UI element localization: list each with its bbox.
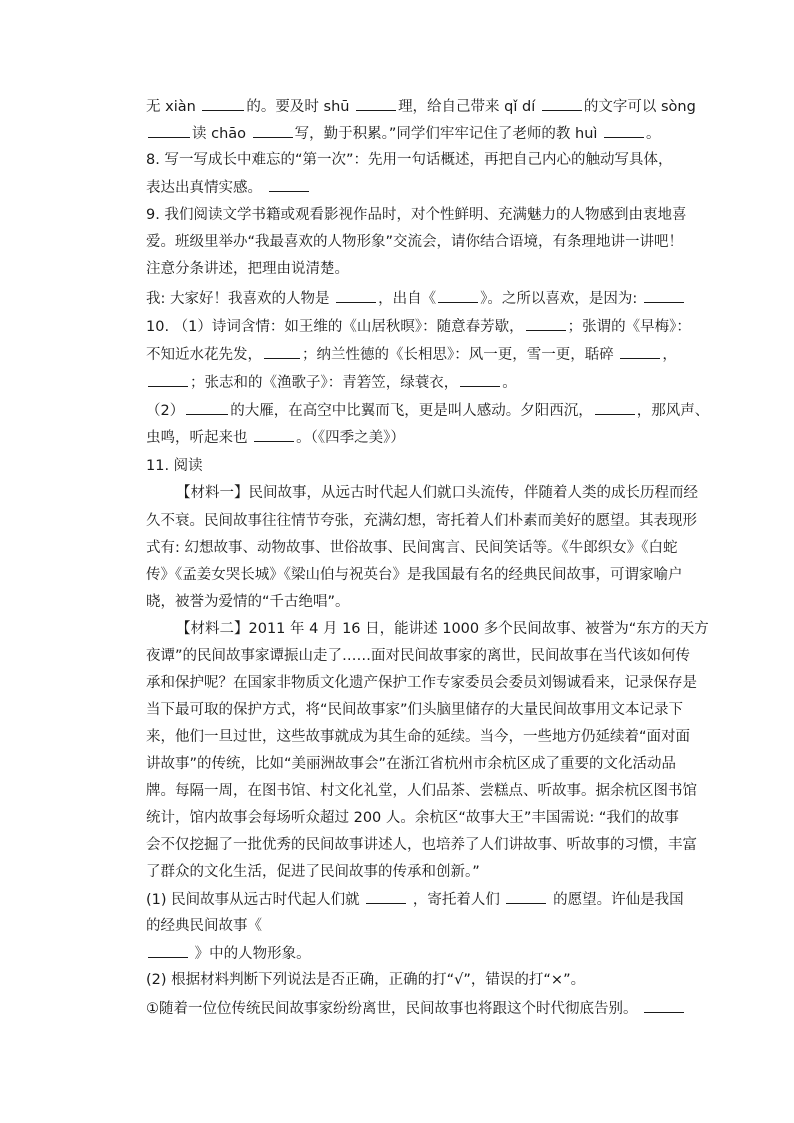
q10-text: ；张志和的《渔歌子》：青箬笠，绿蓑衣， — [190, 375, 459, 391]
q7-text: 的文字可以 sòng — [583, 99, 696, 115]
q10-text: ，那风声、 — [636, 403, 710, 419]
answer-blank[interactable] — [604, 123, 644, 138]
q10-line-1 — [146, 316, 691, 337]
answer-blank[interactable] — [644, 288, 684, 303]
q7-text: 写，勤于积累。”同学们牢牢记住了老师的教 huì — [294, 126, 603, 142]
material-two-line-9: 会不仅挖掘了一批优秀的民间故事讲述人，也培养了人们讲故事、听故事的习惯，丰富 — [146, 837, 697, 853]
q7-text: 理，给自己带来 qǐ dí — [398, 99, 540, 115]
answer-blank[interactable] — [186, 400, 228, 415]
q9-text: 》。之所以喜欢，是因为: — [480, 291, 642, 307]
answer-blank[interactable] — [595, 400, 635, 415]
material-two-line-5: 来，他们一旦过世，这些故事就成为其生命的延续。当今，一些地方仍延续着“面对面 — [146, 729, 691, 745]
q9-line-2: 爱。班级里举办“我最喜欢的人物形象”交流会，请你结合语境，有条理地讲一讲吧！ — [146, 234, 684, 250]
answer-blank[interactable] — [620, 344, 660, 359]
sub-question-1-line-2: 的经典民间故事《 — [146, 918, 262, 934]
material-two-line-8: 统计，馆内故事会每场听众超过 200 人。余杭区“故事大王”丰国需说: “我们的故事 — [146, 810, 679, 826]
answer-blank[interactable] — [148, 943, 188, 958]
q7-text: 无 xiàn — [146, 99, 201, 115]
material-one-line-2: 久不衰。民间故事往往情节夸张，充满幻想，寄托着人们朴素而美好的愿望。其表现形 — [146, 513, 697, 529]
q10-text: ， — [662, 347, 677, 363]
material-two-line-10: 了群众的文化生活，促进了民间故事的传承和创新。” — [146, 864, 480, 880]
q9-line-3: 注意分条讲述，把理由说清楚。 — [146, 261, 349, 277]
answer-blank[interactable] — [253, 123, 293, 138]
q7-text: 的。要及时 shū — [246, 99, 355, 115]
q7-line-2 — [146, 123, 686, 144]
q9-text: 我: 大家好！我喜欢的人物是 — [146, 291, 335, 307]
answer-blank[interactable] — [202, 96, 244, 111]
q10-line-4 — [146, 400, 710, 421]
q7-text: 。 — [646, 126, 661, 142]
q10-text: （2） — [146, 403, 185, 419]
answer-blank[interactable] — [336, 288, 376, 303]
q10-line-2 — [146, 344, 686, 365]
material-two-line-3: 承和保护呢？在国家非物质文化遗产保护工作专家委员会委员刘锡诚看来，记录保存是 — [146, 675, 697, 691]
answer-blank[interactable] — [356, 96, 396, 111]
q11-text: 的愿望。许仙是我国 — [548, 892, 684, 908]
answer-blank[interactable] — [438, 288, 478, 303]
material-two-line-2: 夜谭”的民间故事家谭振山走了……面对民间故事家的离世，民间故事在当代该如何传 — [146, 648, 691, 664]
q11-text: ，寄托着人们 — [408, 892, 505, 908]
sub-question-2-line-1: (2) 根据材料判断下列说法是否正确，正确的打“√”，错误的打“×”。 — [146, 972, 586, 988]
q11-text: (1) 民间故事从远古时代起人们就 — [146, 892, 365, 908]
material-two-line-6: 讲故事”的传统，比如“美丽洲故事会”在浙江省杭州市余杭区成了重要的文化活动品 — [146, 756, 677, 772]
material-two-line-1: 【材料二】2011 年 4 月 16 日，能讲述 1000 多个民间故事、被誉为“东方的天方 — [176, 621, 709, 637]
material-one-line-5: 晓，被誉为爱情的“千古绝唱”。 — [146, 594, 350, 610]
answer-blank[interactable] — [269, 177, 309, 192]
answer-blank[interactable] — [148, 123, 190, 138]
q7-line-1 — [146, 96, 696, 117]
q7-text: 读 chāo — [192, 126, 251, 142]
answer-blank[interactable] — [460, 372, 500, 387]
answer-blank[interactable] — [542, 96, 582, 111]
answer-blank[interactable] — [526, 316, 566, 331]
material-two-line-7: 牌。每隔一周，在图书馆、村文化礼堂，人们品茶、尝糕点、听故事。据余杭区图书馆 — [146, 783, 697, 799]
answer-blank[interactable] — [644, 998, 684, 1013]
q11-text: ①随着一位位传统民间故事家纷纷离世，民间故事也将跟这个时代彻底告别。 — [146, 1001, 643, 1017]
answer-blank[interactable] — [264, 344, 300, 359]
material-two-line-4: 当下最可取的保护方式，将“民间故事家”们头脑里储存的大量民间故事用文本记录下 — [146, 702, 684, 718]
q9-text: ，出自《 — [378, 291, 437, 307]
answer-blank[interactable] — [506, 889, 546, 904]
answer-blank[interactable] — [254, 427, 294, 442]
q10-text: 。（《四季之美》） — [296, 430, 405, 446]
q9-line-1: 9. 我们阅读文学书籍或观看影视作品时，对个性鲜明、充满魅力的人物感到由衷地喜 — [146, 207, 687, 223]
q11-text: 》中的人物形象。 — [190, 946, 311, 962]
answer-blank[interactable] — [148, 372, 188, 387]
q10-text: ；纳兰性德的《长相思》：风一更，雪一更，聒碎 — [302, 347, 619, 363]
q10-text: 10. （1）诗词含情：如王维的《山居秋暝》：随意春芳歇， — [146, 319, 524, 335]
material-one-line-3: 式有: 幻想故事、动物故事、世俗故事、民间寓言、民间笑话等。《牛郎织女》《白蛇 — [146, 540, 678, 556]
q10-text: 虫鸣，听起来也 — [146, 430, 253, 446]
q10-text: ；张谓的《早梅》： — [567, 319, 691, 335]
q10-line-5 — [146, 427, 686, 448]
q10-text: 的大雁，在高空中比翼而飞，更是叫人感动。夕阳西沉， — [230, 403, 593, 419]
q8-line-2 — [146, 177, 686, 198]
q11-title: 11. 阅读 — [146, 458, 203, 474]
q10-text: 。 — [502, 375, 517, 391]
q9-line-4 — [146, 288, 686, 309]
q8-line-1: 8. 写一写成长中难忘的“第一次”：先用一句话概述，再把自己内心的触动写具体， — [146, 152, 673, 168]
sub-question-2-line-2 — [146, 998, 686, 1019]
q10-text: 不知近水花先发， — [146, 347, 262, 363]
material-one-line-1: 【材料一】民间故事，从远古时代起人们就口头流传，伴随着人类的成长历程而经 — [176, 485, 698, 501]
sub-question-1-line-3 — [146, 943, 686, 964]
material-one-line-4: 传》《孟姜女哭长城》《梁山伯与祝英台》是我国最有名的经典民间故事，可谓家喻户 — [146, 567, 683, 583]
q10-line-3 — [146, 372, 686, 393]
sub-question-1-line-1 — [146, 889, 686, 910]
q8-text: 表达出真情实感。 — [146, 180, 267, 196]
answer-blank[interactable] — [366, 889, 406, 904]
